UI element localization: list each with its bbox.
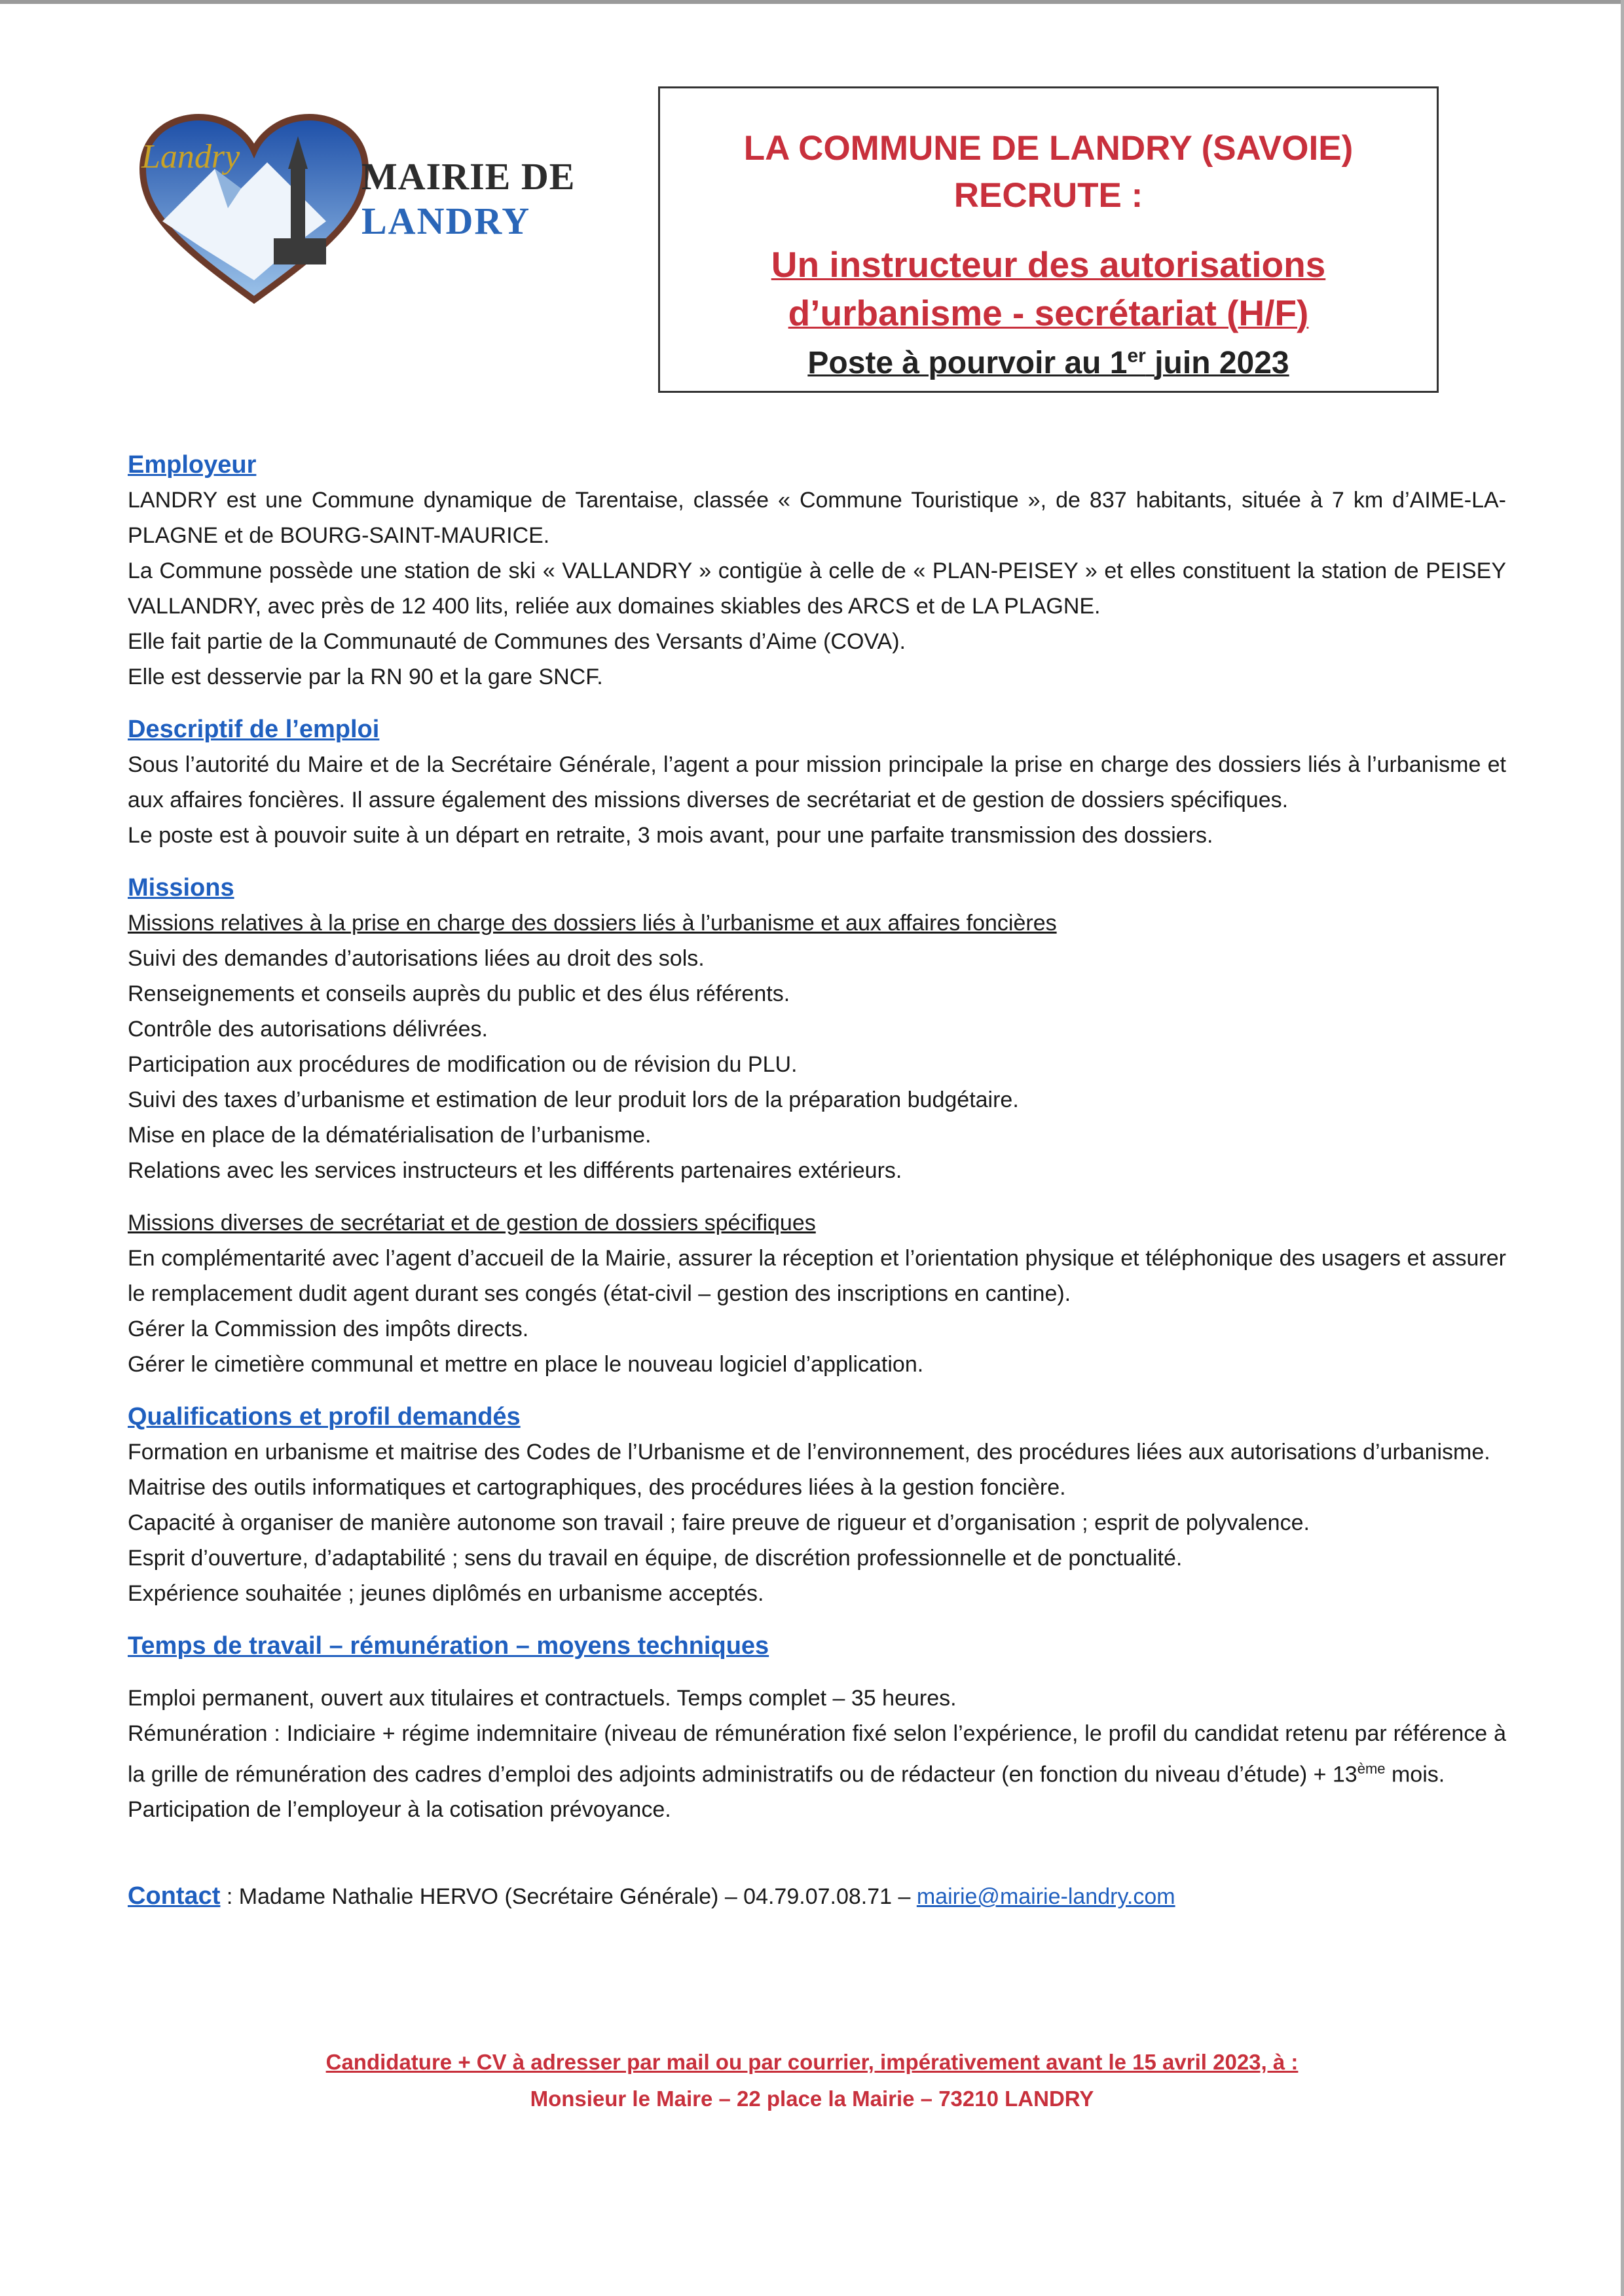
missions-group2-title: Missions diverses de secrétariat et de gestion de dossiers spécifiques <box>128 1211 816 1235</box>
mission-item: Suivi des taxes d’urbanisme et estimation de leur produit lors de la préparation budgétaire. <box>128 1087 1019 1112</box>
qualification-line: Maitrise des outils informatiques et cartographiques, des procédures liées à la gestion foncière. <box>128 1475 1066 1500</box>
job-title-line1: Un instructeur des autorisations <box>771 244 1326 285</box>
header-commune: LA COMMUNE DE LANDRY (SAVOIE) <box>743 129 1354 168</box>
employeur-line: La Commune possède une station de ski « VALLANDRY » contigüe à celle de « PLAN-PEISEY » et elles constituent la station de PEISEY VALLANDRY, avec près de 12 400 lits, reliée aux domaines skiables des ARCS et de LA PLAGNE. <box>128 558 1506 619</box>
contact-row <box>128 1878 1506 1914</box>
start-date-sup: er <box>1127 345 1146 367</box>
section-title-employeur: Employeur <box>128 451 257 479</box>
header-recrute: RECRUTE : <box>953 176 1143 215</box>
mission-item: Gérer le cimetière communal et mettre en place le nouveau logiciel d’application. <box>128 1352 924 1377</box>
section-title-descriptif: Descriptif de l’emploi <box>128 716 380 743</box>
start-date-prefix: Poste à pourvoir au 1 <box>807 346 1128 380</box>
header-box <box>658 86 1439 393</box>
application-address: Monsieur le Maire – 22 place la Mairie – 73210 LANDRY <box>530 2086 1094 2111</box>
remuneration-line <box>128 1716 1506 1792</box>
section-title-temps: Temps de travail – rémunération – moyens techniques <box>128 1632 769 1660</box>
logo-script-text: Landry <box>141 138 240 175</box>
mission-item: Participation aux procédures de modification ou de révision du PLU. <box>128 1052 798 1077</box>
contact-text: : Madame Nathalie HERVO (Secrétaire Générale) – 04.79.07.08.71 – <box>220 1884 917 1910</box>
mission-item: Mise en place de la dématérialisation de l’urbanisme. <box>128 1123 652 1148</box>
remuneration-end: mois. <box>1385 1762 1445 1787</box>
missions-group1-title: Missions relatives à la prise en charge des dossiers liés à l’urbanisme et aux affaires foncières <box>128 911 1057 936</box>
qualification-line: Expérience souhaitée ; jeunes diplômés en urbanisme acceptés. <box>128 1581 764 1606</box>
start-date <box>660 345 1437 381</box>
qualification-line: Esprit d’ouverture, d’adaptabilité ; sens du travail en équipe, de discrétion professionnelle et de ponctualité. <box>128 1546 1183 1571</box>
logo-mairie-de: MAIRIE DE <box>361 155 576 198</box>
start-date-suffix: juin 2023 <box>1145 346 1289 380</box>
job-title <box>660 240 1437 337</box>
document-body <box>128 447 1506 1937</box>
temps-line: Emploi permanent, ouvert aux titulaires et contractuels. Temps complet – 35 heures. <box>128 1686 957 1711</box>
section-title-qualifications: Qualifications et profil demandés <box>128 1403 521 1430</box>
remuneration-sup: ème <box>1357 1760 1386 1777</box>
job-title-line2: d’urbanisme - secrétariat (H/F) <box>788 293 1309 333</box>
mission-item: Relations avec les services instructeurs et les différents partenaires extérieurs. <box>128 1158 902 1183</box>
section-title-missions: Missions <box>128 874 234 902</box>
scan-edge-right <box>1621 0 1624 2296</box>
mission-item: Contrôle des autorisations délivrées. <box>128 1017 488 1042</box>
mission-item: Gérer la Commission des impôts directs. <box>128 1317 529 1341</box>
mairie-logo <box>136 110 608 306</box>
scan-edge <box>0 0 1624 4</box>
qualification-line: Capacité à organiser de manière autonome son travail ; faire preuve de rigueur et d’organisation ; esprit de polyvalence. <box>128 1510 1310 1535</box>
employeur-line: Elle est desservie par la RN 90 et la gare SNCF. <box>128 665 603 689</box>
contact-label: Contact <box>128 1882 221 1910</box>
descriptif-line: Le poste est à pouvoir suite à un départ en retraite, 3 mois avant, pour une parfaite transmission des dossiers. <box>128 823 1213 848</box>
employeur-line: Elle fait partie de la Communauté de Communes des Versants d’Aime (COVA). <box>128 629 906 654</box>
mission-item: Renseignements et conseils auprès du public et des élus référents. <box>128 981 790 1006</box>
employeur-line: LANDRY est une Commune dynamique de Tarentaise, classée « Commune Touristique », de 837 habitants, située à 7 km d’AIME-LA-PLAGNE et de BOURG-SAINT-MAURICE. <box>128 488 1506 548</box>
contact-email-link[interactable]: mairie@mairie-landry.com <box>916 1884 1175 1910</box>
application-footer <box>0 2044 1624 2117</box>
mission-item: En complémentarité avec l’agent d’accueil de la Mairie, assurer la réception et l’orientation physique et téléphonique des usagers et assurer le remplacement dudit agent durant ses congés (état-civil – gestion des inscriptions en cantine). <box>128 1246 1506 1306</box>
temps-line: Participation de l’employeur à la cotisation prévoyance. <box>128 1797 671 1823</box>
qualification-line: Formation en urbanisme et maitrise des Codes de l’Urbanisme et de l’environnement, des procédures liées aux autorisations d’urbanisme. <box>128 1440 1490 1465</box>
logo-landry: LANDRY <box>361 200 531 242</box>
application-instructions: Candidature + CV à adresser par mail ou par courrier, impérativement avant le 15 avril 2023, à : <box>325 2050 1299 2074</box>
remuneration-text: Rémunération : Indiciaire + régime indemnitaire (niveau de rémunération fixé selon l’expérience, le profil du candidat retenu par référence à la grille de rémunération des cadres d’emploi des adjoints administratifs ou de rédacteur (en fonction du niveau d’étude) + 13 <box>128 1721 1506 1787</box>
descriptif-line: Sous l’autorité du Maire et de la Secrétaire Générale, l’agent a pour mission principale la prise en charge des dossiers liés à l’urbanisme et aux affaires foncières. Il assure également des missions diverses de secrétariat et de gestion de dossiers spécifiques. <box>128 752 1506 812</box>
mission-item: Suivi des demandes d’autorisations liées au droit des sols. <box>128 946 705 971</box>
